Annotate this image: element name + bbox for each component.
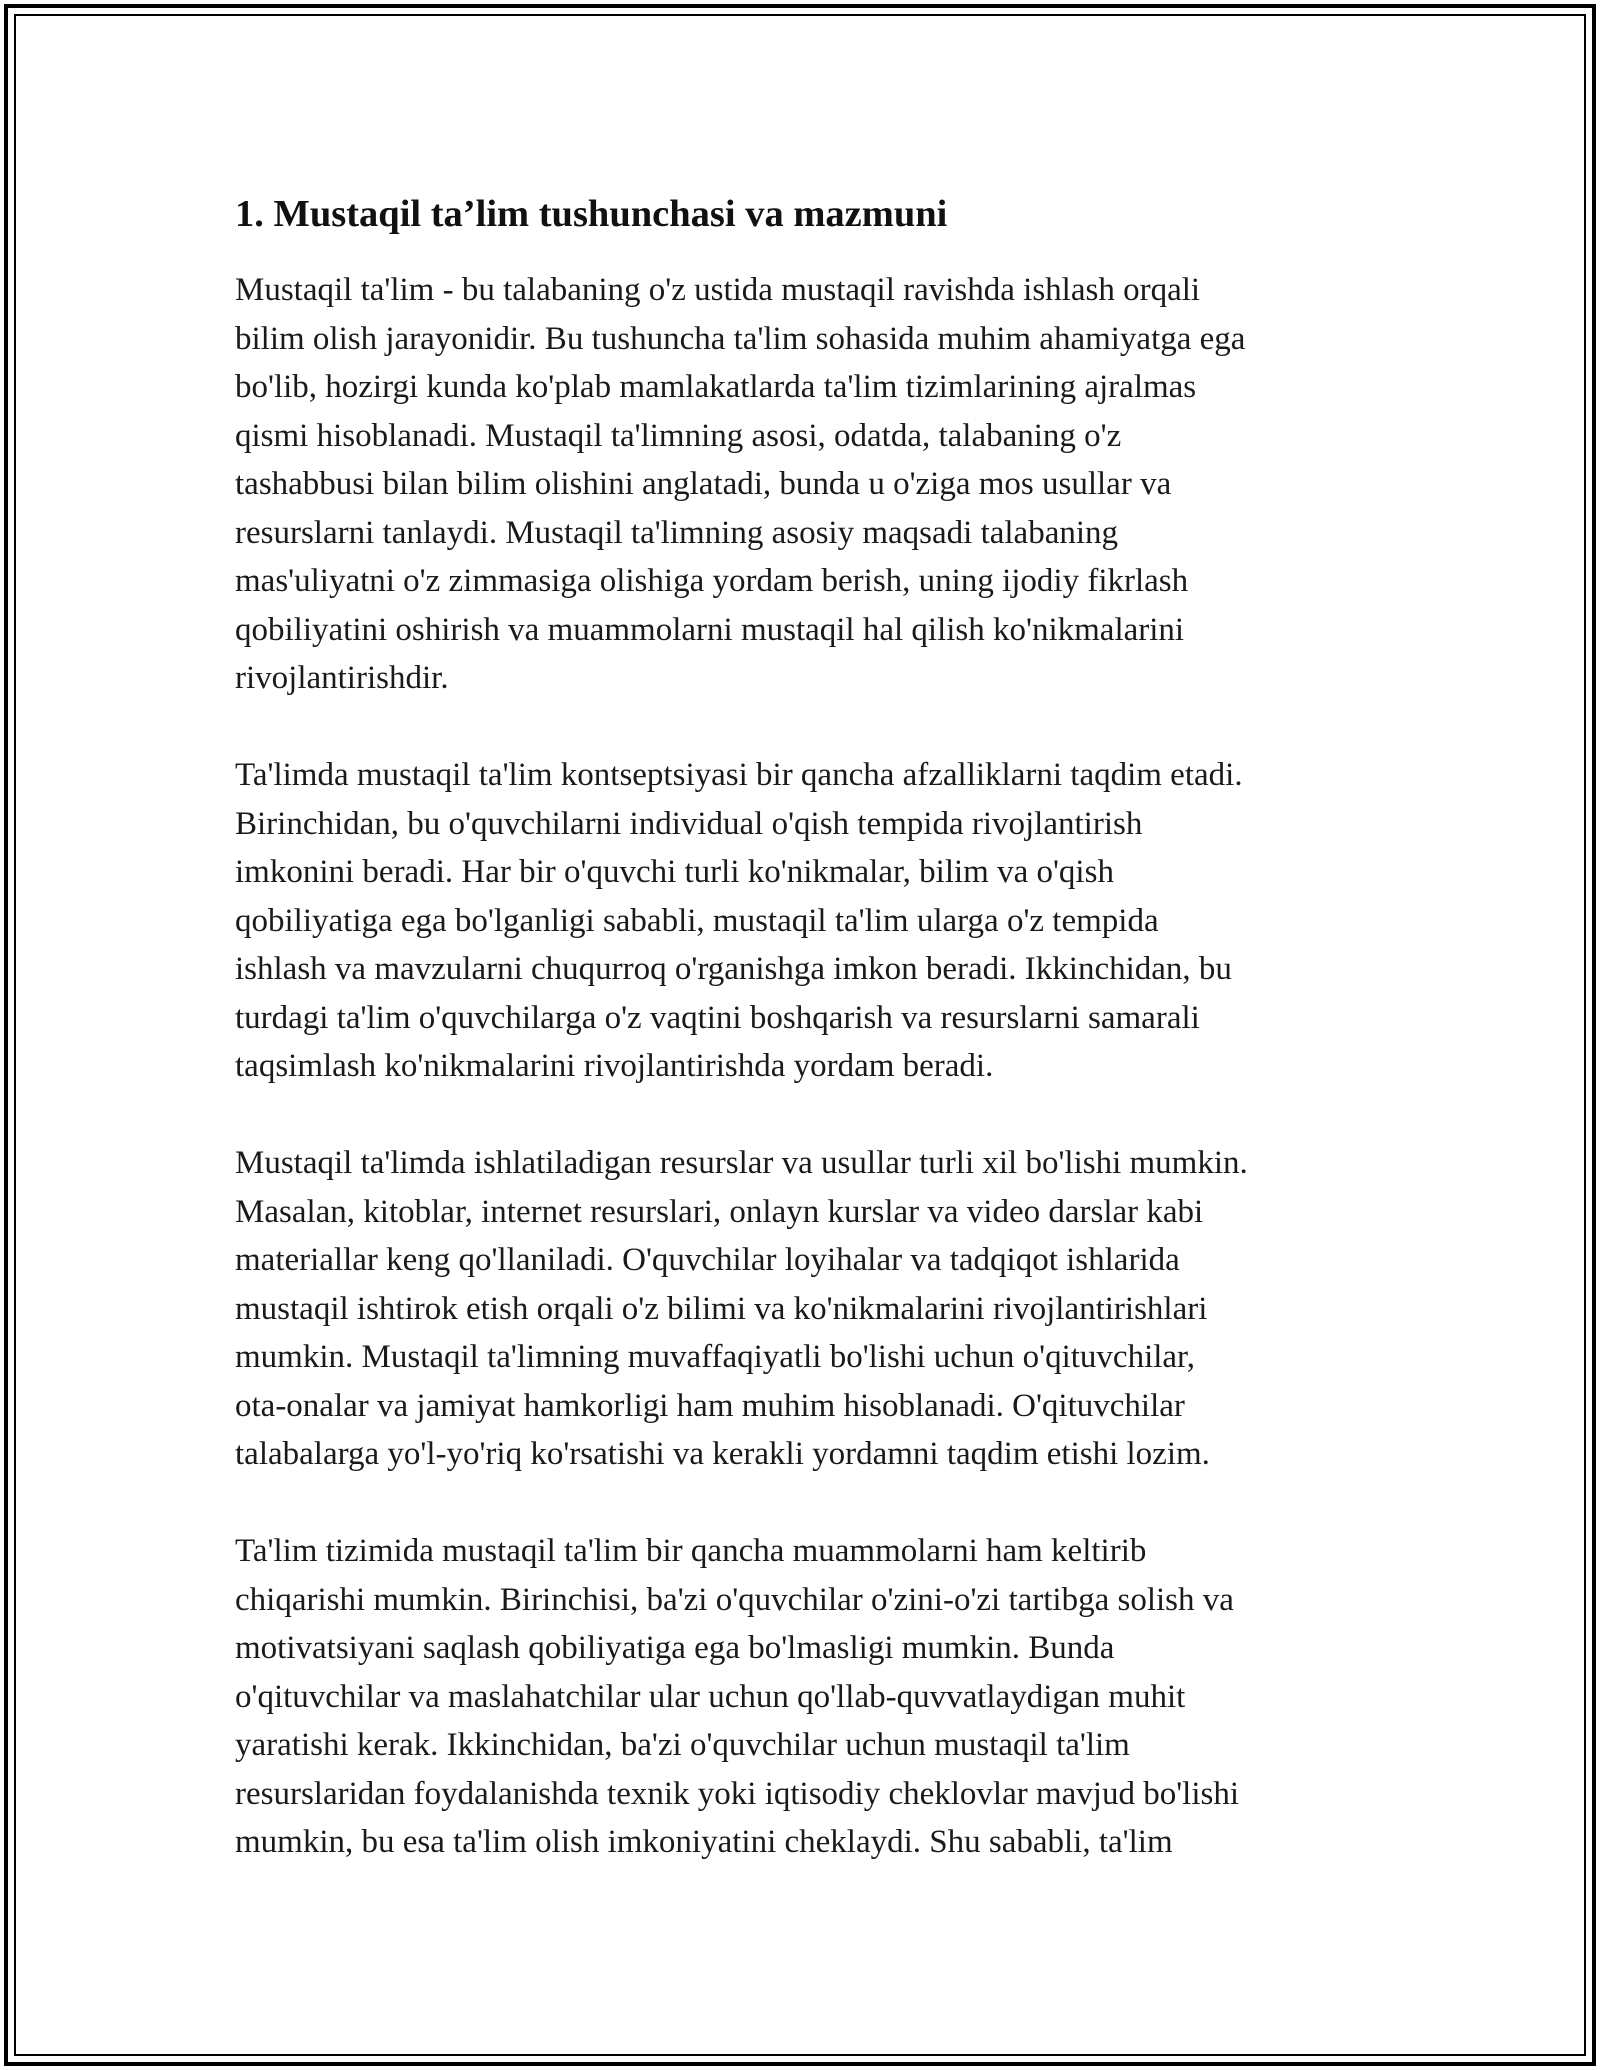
section-heading: 1. Mustaqil ta’lim tushunchasi va mazmuni bbox=[235, 193, 948, 235]
paragraph-1: Mustaqil ta'lim - bu talabaning o'z ustida mustaqil ravishda ishlash orqali bilim olish jarayonidir. Bu tushuncha ta'lim sohasida muhim ahamiyatga ega bo'lib, hozirgi kunda ko'plab mamlakatlarda ta'lim tizimlarining ajralmas qismi hisoblanadi. Mustaqil ta'limning asosi, odatda, talabaning o'z tashabbusi bilan bilim olishini anglatadi, bunda u o'ziga mos usullar va resurslarni tanlaydi. Mustaqil ta'limning asosiy maqsadi talabaning mas'uliyatni o'z zimmasiga olishiga yordam berish, uning ijodiy fikrlash qobiliyatini oshirish va muammolarni mustaqil hal qilish ko'nikmalarini rivojlantirishdir. bbox=[235, 272, 1246, 696]
paragraph-3: Mustaqil ta'limda ishlatiladigan resurslar va usullar turli xil bo'lishi mumkin. Masalan, kitoblar, internet resurslari, onlayn kurslar va video darslar kabi materiallar keng qo'llaniladi. O'quvchilar loyihalar va tadqiqot ishlarida mustaqil ishtirok etish orqali o'z bilimi va ko'nikmalarini rivojlantirishlari mumkin. Mustaqil ta'limning muvaffaqiyatli bo'lishi uchun o'qituvchilar, ota-onalar va jamiyat hamkorligi ham muhim hisoblanadi. O'qituvchilar talabalarga yo'l-yo'riq ko'rsatishi va kerakli yordamni taqdim etishi lozim. bbox=[235, 1145, 1248, 1472]
paragraph-2: Ta'limda mustaqil ta'lim kontseptsiyasi bir qancha afzalliklarni taqdim etadi. Birinchidan, bu o'quvchilarni individual o'qish tempida rivojlantirish imkonini beradi. Har bir o'quvchi turli ko'nikmalar, bilim va o'qish qobiliyatiga ega bo'lganligi sababli, mustaqil ta'lim ularga o'z tempida ishlash va mavzularni chuqurroq o'rganishga imkon beradi. Ikkinchidan, bu turdagi ta'lim o'quvchilarga o'z vaqtini boshqarish va resurslarni samarali taqsimlash ko'nikmalarini rivojlantirishda yordam beradi. bbox=[235, 757, 1243, 1084]
paragraph-4: Ta'lim tizimida mustaqil ta'lim bir qancha muammolarni ham keltirib chiqarishi mumkin. Birinchisi, ba'zi o'quvchilar o'zini-o'zi tartibga solish va motivatsiyani saqlash qobiliyatiga ega bo'lmasligi mumkin. Bunda o'qituvchilar va maslahatchilar ular uchun qo'llab-quvvatlaydigan muhit yaratishi kerak. Ikkinchidan, ba'zi o'quvchilar uchun mustaqil ta'lim resurslaridan foydalanishda texnik yoki iqtisodiy cheklovlar mavjud bo'lishi mumkin, bu esa ta'lim olish imkoniyatini cheklaydi. Shu sababli, ta'lim bbox=[235, 1533, 1240, 1860]
document-body bbox=[235, 188, 1375, 1915]
